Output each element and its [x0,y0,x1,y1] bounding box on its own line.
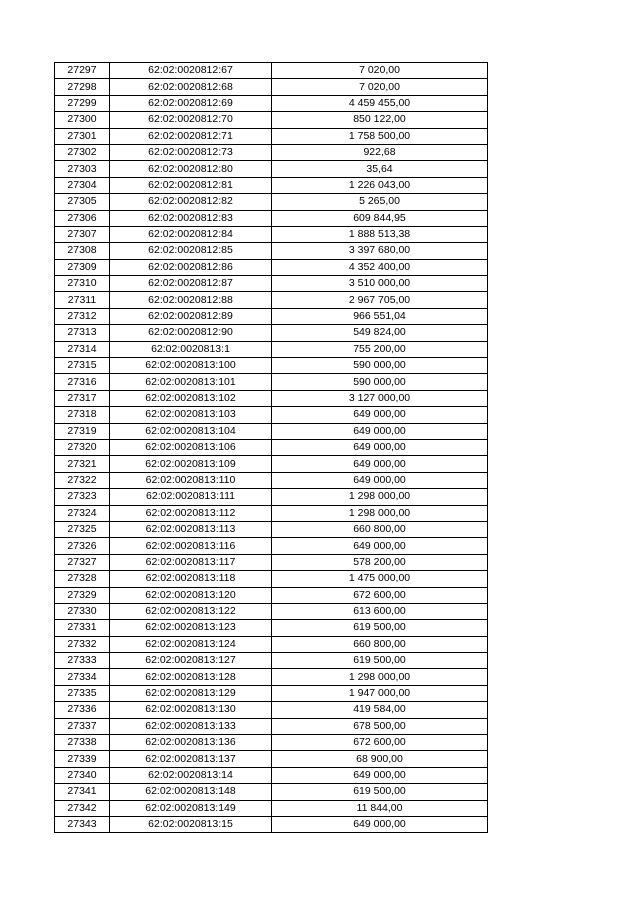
cadastral-number-cell: 62:02:0020812:83 [110,210,272,226]
row-number-cell: 27313 [55,325,110,341]
cadastral-value-cell: 3 127 000,00 [272,390,488,406]
cadastral-number-cell: 62:02:0020813:117 [110,554,272,570]
cadastral-number-cell: 62:02:0020813:15 [110,816,272,832]
cadastral-number-cell: 62:02:0020812:69 [110,95,272,111]
table-row [55,751,488,767]
table-row [55,816,488,832]
cadastral-number-cell: 62:02:0020813:14 [110,767,272,783]
table-row [55,79,488,95]
cadastral-number-cell: 62:02:0020813:149 [110,800,272,816]
row-number-cell: 27338 [55,735,110,751]
table-row [55,243,488,259]
cadastral-value-cell: 649 000,00 [272,816,488,832]
cadastral-number-cell: 62:02:0020813:129 [110,685,272,701]
cadastral-value-cell: 649 000,00 [272,472,488,488]
table-row [55,521,488,537]
cadastral-value-cell: 672 600,00 [272,735,488,751]
row-number-cell: 27315 [55,358,110,374]
table-row [55,472,488,488]
row-number-cell: 27305 [55,194,110,210]
cadastral-value-cell: 755 200,00 [272,341,488,357]
row-number-cell: 27312 [55,308,110,324]
table-row [55,653,488,669]
row-number-cell: 27333 [55,653,110,669]
row-number-cell: 27314 [55,341,110,357]
table-row [55,800,488,816]
table-row [55,226,488,242]
table-row [55,63,488,79]
row-number-cell: 27306 [55,210,110,226]
row-number-cell: 27343 [55,816,110,832]
cadastral-value-cell: 649 000,00 [272,439,488,455]
cadastral-value-cell: 4 352 400,00 [272,259,488,275]
cadastral-number-cell: 62:02:0020813:118 [110,571,272,587]
cadastral-number-cell: 62:02:0020813:102 [110,390,272,406]
row-number-cell: 27336 [55,702,110,718]
row-number-cell: 27330 [55,603,110,619]
cadastral-number-cell: 62:02:0020813:101 [110,374,272,390]
cadastral-value-cell: 2 967 705,00 [272,292,488,308]
cadastral-number-cell: 62:02:0020813:137 [110,751,272,767]
row-number-cell: 27301 [55,128,110,144]
table-row [55,210,488,226]
row-number-cell: 27342 [55,800,110,816]
cadastral-value-cell: 11 844,00 [272,800,488,816]
table-row [55,325,488,341]
row-number-cell: 27322 [55,472,110,488]
cadastral-number-cell: 62:02:0020812:89 [110,308,272,324]
cadastral-value-cell: 660 800,00 [272,636,488,652]
cadastral-value-cell: 419 584,00 [272,702,488,718]
cadastral-number-cell: 62:02:0020813:116 [110,538,272,554]
table-row [55,587,488,603]
cadastral-number-cell: 62:02:0020812:82 [110,194,272,210]
cadastral-number-cell: 62:02:0020813:148 [110,784,272,800]
table-row [55,259,488,275]
cadastral-value-cell: 922,68 [272,144,488,160]
table-row [55,128,488,144]
cadastral-number-cell: 62:02:0020812:88 [110,292,272,308]
cadastral-number-cell: 62:02:0020812:90 [110,325,272,341]
row-number-cell: 27310 [55,276,110,292]
row-number-cell: 27317 [55,390,110,406]
table-row [55,456,488,472]
cadastral-value-cell: 7 020,00 [272,79,488,95]
row-number-cell: 27325 [55,521,110,537]
cadastral-number-cell: 62:02:0020813:122 [110,603,272,619]
row-number-cell: 27311 [55,292,110,308]
cadastral-value-cell: 649 000,00 [272,456,488,472]
row-number-cell: 27297 [55,63,110,79]
table-row [55,767,488,783]
cadastral-number-cell: 62:02:0020813:120 [110,587,272,603]
cadastral-number-cell: 62:02:0020813:106 [110,439,272,455]
cadastral-number-cell: 62:02:0020813:136 [110,735,272,751]
table-row [55,95,488,111]
cadastral-number-cell: 62:02:0020812:67 [110,63,272,79]
cadastral-value-cell: 35,64 [272,161,488,177]
cadastral-value-cell: 649 000,00 [272,767,488,783]
cadastral-number-cell: 62:02:0020812:68 [110,79,272,95]
cadastral-value-cell: 609 844,95 [272,210,488,226]
table-row [55,554,488,570]
row-number-cell: 27303 [55,161,110,177]
cadastral-value-cell: 3 397 680,00 [272,243,488,259]
cadastral-number-cell: 62:02:0020813:100 [110,358,272,374]
cadastral-number-cell: 62:02:0020813:109 [110,456,272,472]
row-number-cell: 27302 [55,144,110,160]
row-number-cell: 27300 [55,112,110,128]
row-number-cell: 27341 [55,784,110,800]
cadastral-number-cell: 62:02:0020813:111 [110,489,272,505]
cadastral-value-cell: 578 200,00 [272,554,488,570]
row-number-cell: 27321 [55,456,110,472]
row-number-cell: 27326 [55,538,110,554]
cadastral-number-cell: 62:02:0020813:112 [110,505,272,521]
row-number-cell: 27340 [55,767,110,783]
row-number-cell: 27327 [55,554,110,570]
cadastral-number-cell: 62:02:0020813:124 [110,636,272,652]
row-number-cell: 27318 [55,407,110,423]
table-row [55,505,488,521]
row-number-cell: 27299 [55,95,110,111]
table-row [55,620,488,636]
table-body [55,63,488,833]
row-number-cell: 27339 [55,751,110,767]
cadastral-value-cell: 850 122,00 [272,112,488,128]
table-row [55,374,488,390]
cadastral-number-cell: 62:02:0020813:123 [110,620,272,636]
cadastral-value-cell: 7 020,00 [272,63,488,79]
table-row [55,390,488,406]
cadastral-value-cell: 619 500,00 [272,653,488,669]
row-number-cell: 27328 [55,571,110,587]
row-number-cell: 27309 [55,259,110,275]
table-row [55,489,488,505]
cadastral-number-cell: 62:02:0020813:113 [110,521,272,537]
row-number-cell: 27337 [55,718,110,734]
table-row [55,669,488,685]
row-number-cell: 27307 [55,226,110,242]
row-number-cell: 27308 [55,243,110,259]
row-number-cell: 27323 [55,489,110,505]
row-number-cell: 27329 [55,587,110,603]
cadastral-number-cell: 62:02:0020813:103 [110,407,272,423]
cadastral-number-cell: 62:02:0020812:86 [110,259,272,275]
table-row [55,292,488,308]
table-row [55,407,488,423]
cadastral-number-cell: 62:02:0020813:133 [110,718,272,734]
table-row [55,194,488,210]
row-number-cell: 27335 [55,685,110,701]
cadastral-value-cell: 619 500,00 [272,620,488,636]
cadastral-number-cell: 62:02:0020813:104 [110,423,272,439]
cadastral-value-cell: 1 298 000,00 [272,669,488,685]
cadastral-number-cell: 62:02:0020812:81 [110,177,272,193]
cadastral-value-cell: 649 000,00 [272,407,488,423]
cadastral-number-cell: 62:02:0020813:128 [110,669,272,685]
cadastral-value-cell: 4 459 455,00 [272,95,488,111]
row-number-cell: 27334 [55,669,110,685]
table-row [55,735,488,751]
cadastral-value-cell: 649 000,00 [272,423,488,439]
cadastral-value-cell: 678 500,00 [272,718,488,734]
cadastral-value-cell: 68 900,00 [272,751,488,767]
table-row [55,784,488,800]
cadastral-value-cell: 613 600,00 [272,603,488,619]
table-row [55,685,488,701]
table-row [55,439,488,455]
cadastral-number-cell: 62:02:0020813:127 [110,653,272,669]
cadastral-value-cell: 5 265,00 [272,194,488,210]
table-row [55,144,488,160]
table-row [55,308,488,324]
cadastral-number-cell: 62:02:0020812:84 [110,226,272,242]
cadastral-number-cell: 62:02:0020812:73 [110,144,272,160]
cadastral-value-table [54,62,488,833]
table-row [55,358,488,374]
cadastral-value-cell: 619 500,00 [272,784,488,800]
cadastral-number-cell: 62:02:0020812:80 [110,161,272,177]
row-number-cell: 27304 [55,177,110,193]
cadastral-number-cell: 62:02:0020813:1 [110,341,272,357]
cadastral-value-cell: 672 600,00 [272,587,488,603]
table-row [55,341,488,357]
cadastral-number-cell: 62:02:0020812:71 [110,128,272,144]
cadastral-value-cell: 549 824,00 [272,325,488,341]
row-number-cell: 27298 [55,79,110,95]
cadastral-value-cell: 590 000,00 [272,374,488,390]
row-number-cell: 27332 [55,636,110,652]
cadastral-number-cell: 62:02:0020812:70 [110,112,272,128]
cadastral-value-cell: 590 000,00 [272,358,488,374]
cadastral-value-cell: 1 888 513,38 [272,226,488,242]
table-row [55,276,488,292]
cadastral-value-cell: 3 510 000,00 [272,276,488,292]
cadastral-value-cell: 1 226 043,00 [272,177,488,193]
table-row [55,177,488,193]
cadastral-value-cell: 649 000,00 [272,538,488,554]
table-row [55,702,488,718]
table-row [55,571,488,587]
table-row [55,603,488,619]
cadastral-value-cell: 1 758 500,00 [272,128,488,144]
table-row [55,538,488,554]
cadastral-number-cell: 62:02:0020813:130 [110,702,272,718]
cadastral-number-cell: 62:02:0020812:85 [110,243,272,259]
row-number-cell: 27319 [55,423,110,439]
cadastral-value-cell: 1 475 000,00 [272,571,488,587]
row-number-cell: 27320 [55,439,110,455]
row-number-cell: 27324 [55,505,110,521]
cadastral-value-cell: 1 298 000,00 [272,505,488,521]
cadastral-value-cell: 660 800,00 [272,521,488,537]
table-row [55,161,488,177]
table-row [55,636,488,652]
table-row [55,423,488,439]
cadastral-value-cell: 1 298 000,00 [272,489,488,505]
cadastral-value-cell: 966 551,04 [272,308,488,324]
table-row [55,112,488,128]
cadastral-value-cell: 1 947 000,00 [272,685,488,701]
cadastral-number-cell: 62:02:0020813:110 [110,472,272,488]
row-number-cell: 27316 [55,374,110,390]
row-number-cell: 27331 [55,620,110,636]
cadastral-number-cell: 62:02:0020812:87 [110,276,272,292]
table-row [55,718,488,734]
